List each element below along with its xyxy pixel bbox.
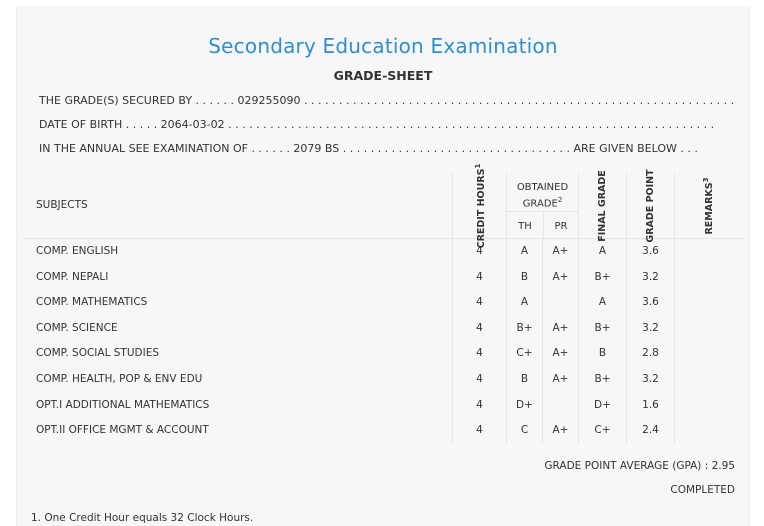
credit-cell: 4 <box>453 341 507 367</box>
credit-cell: 4 <box>453 316 507 342</box>
table-body <box>23 239 745 444</box>
credit-cell: 4 <box>453 239 507 265</box>
th-grade-cell: B <box>507 265 543 291</box>
th-grade-cell: A <box>507 239 543 265</box>
remarks-cell <box>675 393 741 419</box>
table-row <box>23 393 745 419</box>
subject-cell: COMP. NEPALI <box>23 265 453 291</box>
pr-grade-cell <box>543 290 579 316</box>
pr-grade-cell <box>543 393 579 419</box>
grade-point-cell: 2.8 <box>627 341 675 367</box>
remarks-cell <box>675 239 741 265</box>
page-subtitle: GRADE-SHEET <box>333 68 433 83</box>
remarks-header <box>675 173 741 239</box>
grade-point-cell: 3.6 <box>627 290 675 316</box>
th-header: TH <box>518 221 532 232</box>
grade-point-cell: 2.4 <box>627 418 675 444</box>
grade-point-header-label: GRADE POINT <box>644 169 656 243</box>
table-row <box>23 418 745 444</box>
table-row <box>23 265 745 291</box>
grade-point-cell: 3.2 <box>627 367 675 393</box>
pr-header: PR <box>554 221 568 232</box>
subject-cell: OPT.II OFFICE MGMT & ACCOUNT <box>23 418 453 444</box>
credit-cell: 4 <box>453 367 507 393</box>
final-grade-cell: B+ <box>579 316 627 342</box>
gpa-summary: GRADE POINT AVERAGE (GPA) : 2.95 <box>544 460 735 472</box>
grade-point-cell: 1.6 <box>627 393 675 419</box>
table-row <box>23 290 745 316</box>
page-title: Secondary Education Examination <box>208 34 558 58</box>
credit-cell: 4 <box>453 290 507 316</box>
pr-grade-cell: A+ <box>543 341 579 367</box>
table-row <box>23 239 745 265</box>
remarks-cell <box>675 290 741 316</box>
credit-hours-header-label: CREDIT HOURS$^1$ <box>473 163 487 249</box>
subject-cell: OPT.I ADDITIONAL MATHEMATICS <box>23 393 453 419</box>
final-grade-cell: B+ <box>579 265 627 291</box>
subject-cell: COMP. SCIENCE <box>23 316 453 342</box>
pr-grade-cell: A+ <box>543 265 579 291</box>
pr-grade-cell: A+ <box>543 239 579 265</box>
subjects-header <box>23 173 453 239</box>
pr-grade-cell: A+ <box>543 418 579 444</box>
credit-cell: 4 <box>453 393 507 419</box>
th-grade-cell: D+ <box>507 393 543 419</box>
subject-cell: COMP. MATHEMATICS <box>23 290 453 316</box>
subject-cell: COMP. ENGLISH <box>23 239 453 265</box>
final-grade-cell: A <box>579 239 627 265</box>
credit-cell: 4 <box>453 418 507 444</box>
grade-sheet <box>16 6 750 526</box>
credit-hours-header <box>453 163 507 249</box>
remarks-cell <box>675 316 741 342</box>
final-grade-cell: B <box>579 341 627 367</box>
final-grade-cell: D+ <box>579 393 627 419</box>
remarks-cell <box>675 418 741 444</box>
obtained-grade-header <box>507 173 579 239</box>
table-header <box>23 163 745 249</box>
remarks-cell <box>675 265 741 291</box>
table-row <box>23 316 745 342</box>
final-grade-header <box>579 170 627 242</box>
th-grade-cell: B+ <box>507 316 543 342</box>
remarks-cell <box>675 367 741 393</box>
th-grade-cell: C+ <box>507 341 543 367</box>
grade-point-cell: 3.6 <box>627 239 675 265</box>
final-grade-header-label: FINAL GRADE <box>596 170 608 242</box>
secured-by-line: THE GRADE(S) SECURED BY . . . . . . 029255090 . . . . . . . . . . . . . . . . . . . . . . . . . . . . . . . . . . . . . . . . . . . . . . . . . . . . . . . . . . . . . . <box>39 94 735 107</box>
th-grade-cell: C <box>507 418 543 444</box>
table-row <box>23 367 745 393</box>
grade-point-cell: 3.2 <box>627 265 675 291</box>
pr-grade-cell: A+ <box>543 367 579 393</box>
final-grade-cell: B+ <box>579 367 627 393</box>
dob-line: DATE OF BIRTH . . . . . 2064-03-02 . . . . . . . . . . . . . . . . . . . . . . . . . . . . . . . . . . . . . . . . . . . . . . . . . . . . . . . . . . . . . . . . . . . . . . <box>39 118 715 131</box>
subjects-header-label: SUBJECTS <box>36 199 88 211</box>
grade-point-cell: 3.2 <box>627 316 675 342</box>
grade-table <box>23 163 745 444</box>
exam-line: IN THE ANNUAL SEE EXAMINATION OF . . . . . . 2079 BS . . . . . . . . . . . . . . . . . . . . . . . . . . . . . . . . . ARE GIVEN BELOW . . . <box>39 142 698 155</box>
remarks-cell <box>675 341 741 367</box>
final-grade-cell: C+ <box>579 418 627 444</box>
obtained-grade-header-label: OBTAINED GRADE$^2$ <box>516 182 569 210</box>
footnote-1: 1. One Credit Hour equals 32 Clock Hours. <box>31 512 254 524</box>
pr-grade-cell: A+ <box>543 316 579 342</box>
subject-cell: COMP. HEALTH, POP & ENV EDU <box>23 367 453 393</box>
credit-cell: 4 <box>453 265 507 291</box>
th-grade-cell: A <box>507 290 543 316</box>
status-text: COMPLETED <box>670 484 735 496</box>
remarks-header-label: REMARKS$^3$ <box>701 177 716 235</box>
subject-cell: COMP. SOCIAL STUDIES <box>23 341 453 367</box>
grade-point-header <box>627 169 675 243</box>
table-row <box>23 341 745 367</box>
final-grade-cell: A <box>579 290 627 316</box>
th-grade-cell: B <box>507 367 543 393</box>
